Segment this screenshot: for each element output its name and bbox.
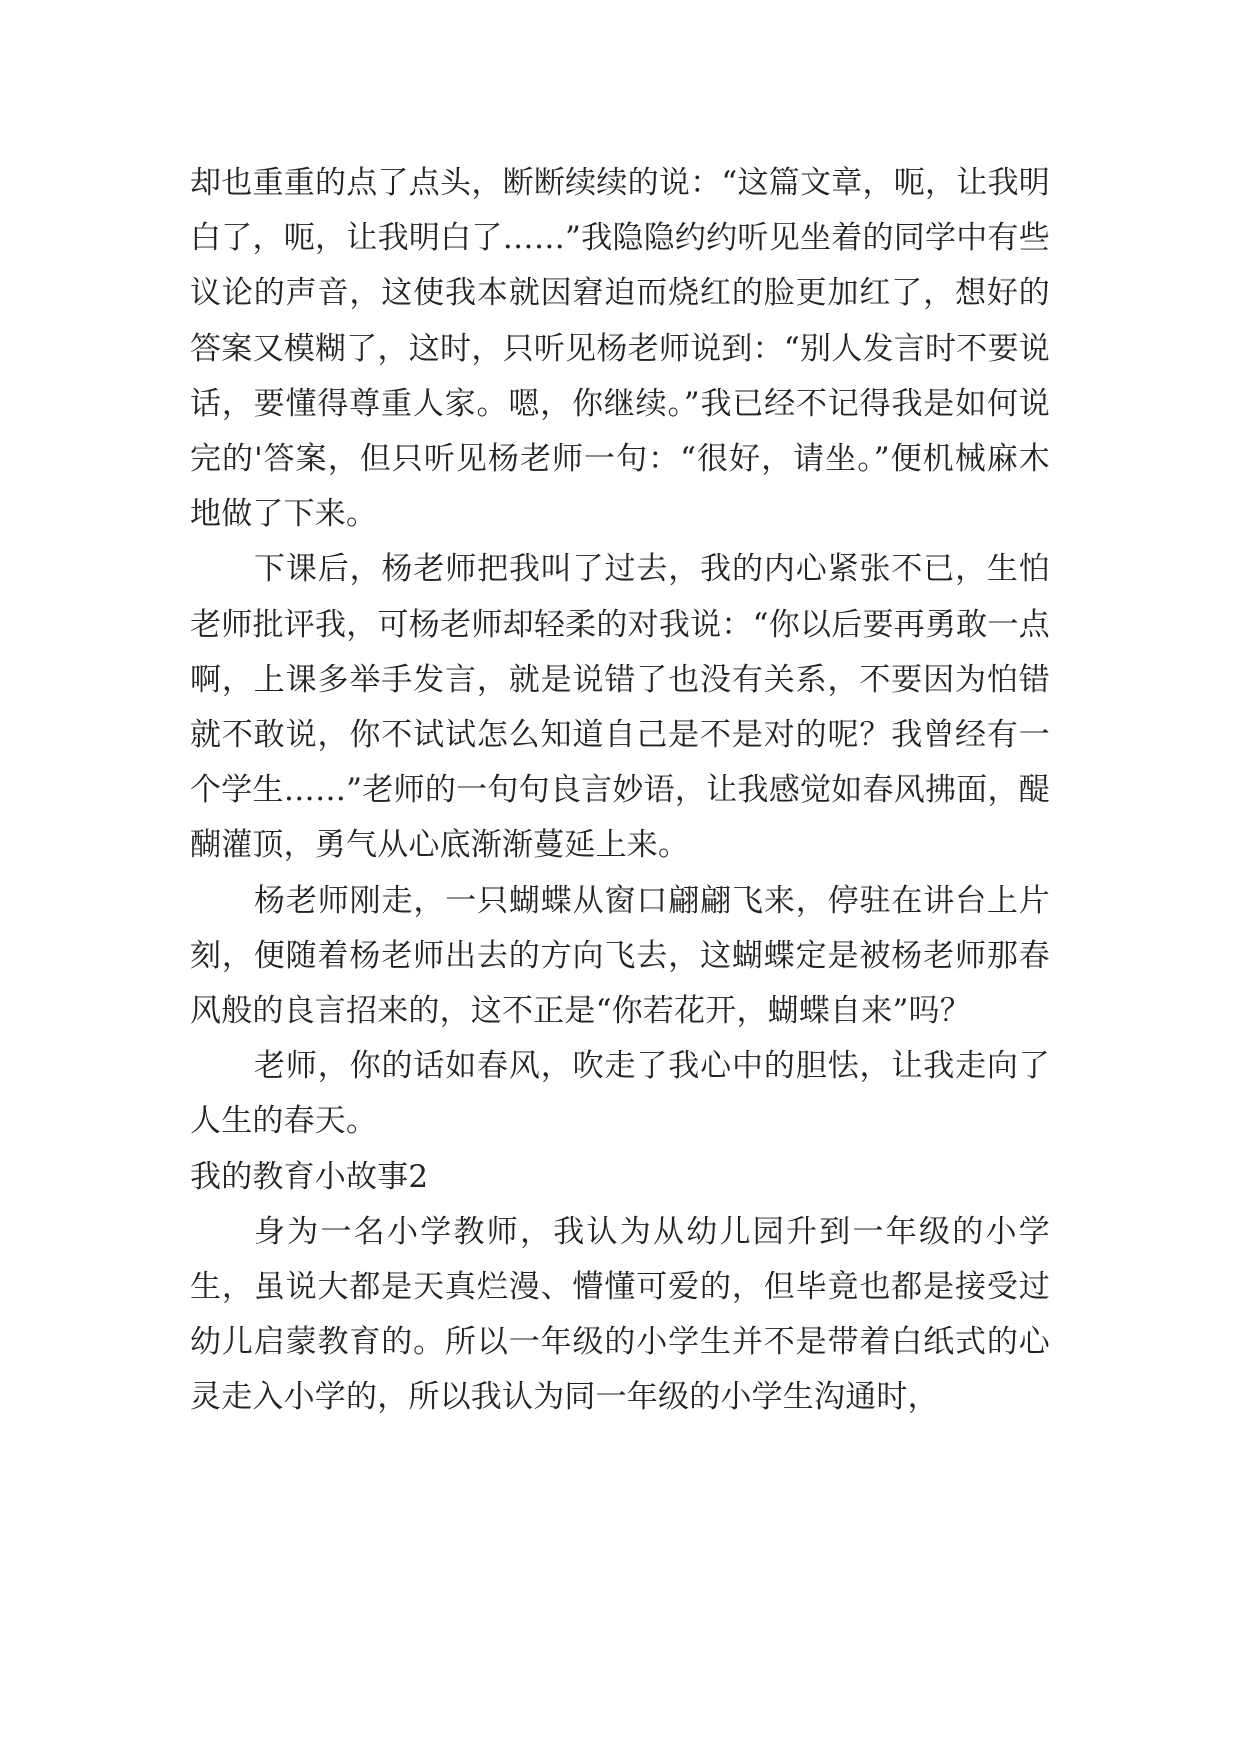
document-body — [190, 156, 1050, 1426]
section-heading: 我的教育小故事2 — [190, 1158, 429, 1195]
paragraph-3: 杨老师刚走，一只蝴蝶从窗口翩翩飞来，停驻在讲台上片刻，便随着杨老师出去的方向飞去，这蝴蝶定是被杨老师那春风般的良言招来的，这不正是“你若花开，蝴蝶自来”吗？ — [190, 882, 1050, 1030]
paragraph-1: 却也重重的点了点头，断断续续的说：“这篇文章，呃，让我明白了，呃，让我明白了……”我隐隐约约听见坐着的同学中有些议论的声音，这使我本就因窘迫而烧红的脸更加红了，想好的答案又模糊了，这时，只听见杨老师说到：“别人发言时不要说话，要懂得尊重人家。嗯，你继续。”我已经不记得我是如何说完的'答案，但只听见杨老师一句：“很好，请坐。”便机械麻木地做了下来。 — [190, 165, 1050, 533]
paragraph-4: 老师，你的话如春风，吹走了我心中的胆怯，让我走向了人生的春天。 — [190, 1048, 1050, 1140]
paragraph-2: 下课后，杨老师把我叫了过去，我的内心紧张不已，生怕老师批评我，可杨老师却轻柔的对我说：“你以后要再勇敢一点啊，上课多举手发言，就是说错了也没有关系，不要因为怕错就不敢说，你不试试怎么知道自己是不是对的呢？我曾经有一个学生……”老师的一句句良言妙语，让我感觉如春风拂面，醍醐灌顶，勇气从心底渐渐蔓延上来。 — [190, 551, 1050, 864]
paragraph-5: 身为一名小学教师，我认为从幼儿园升到一年级的小学生，虽说大都是天真烂漫、懵懂可爱的，但毕竟也都是接受过幼儿启蒙教育的。所以一年级的小学生并不是带着白纸式的心灵走入小学的，所以我认为同一年级的小学生沟通时， — [190, 1213, 1050, 1416]
